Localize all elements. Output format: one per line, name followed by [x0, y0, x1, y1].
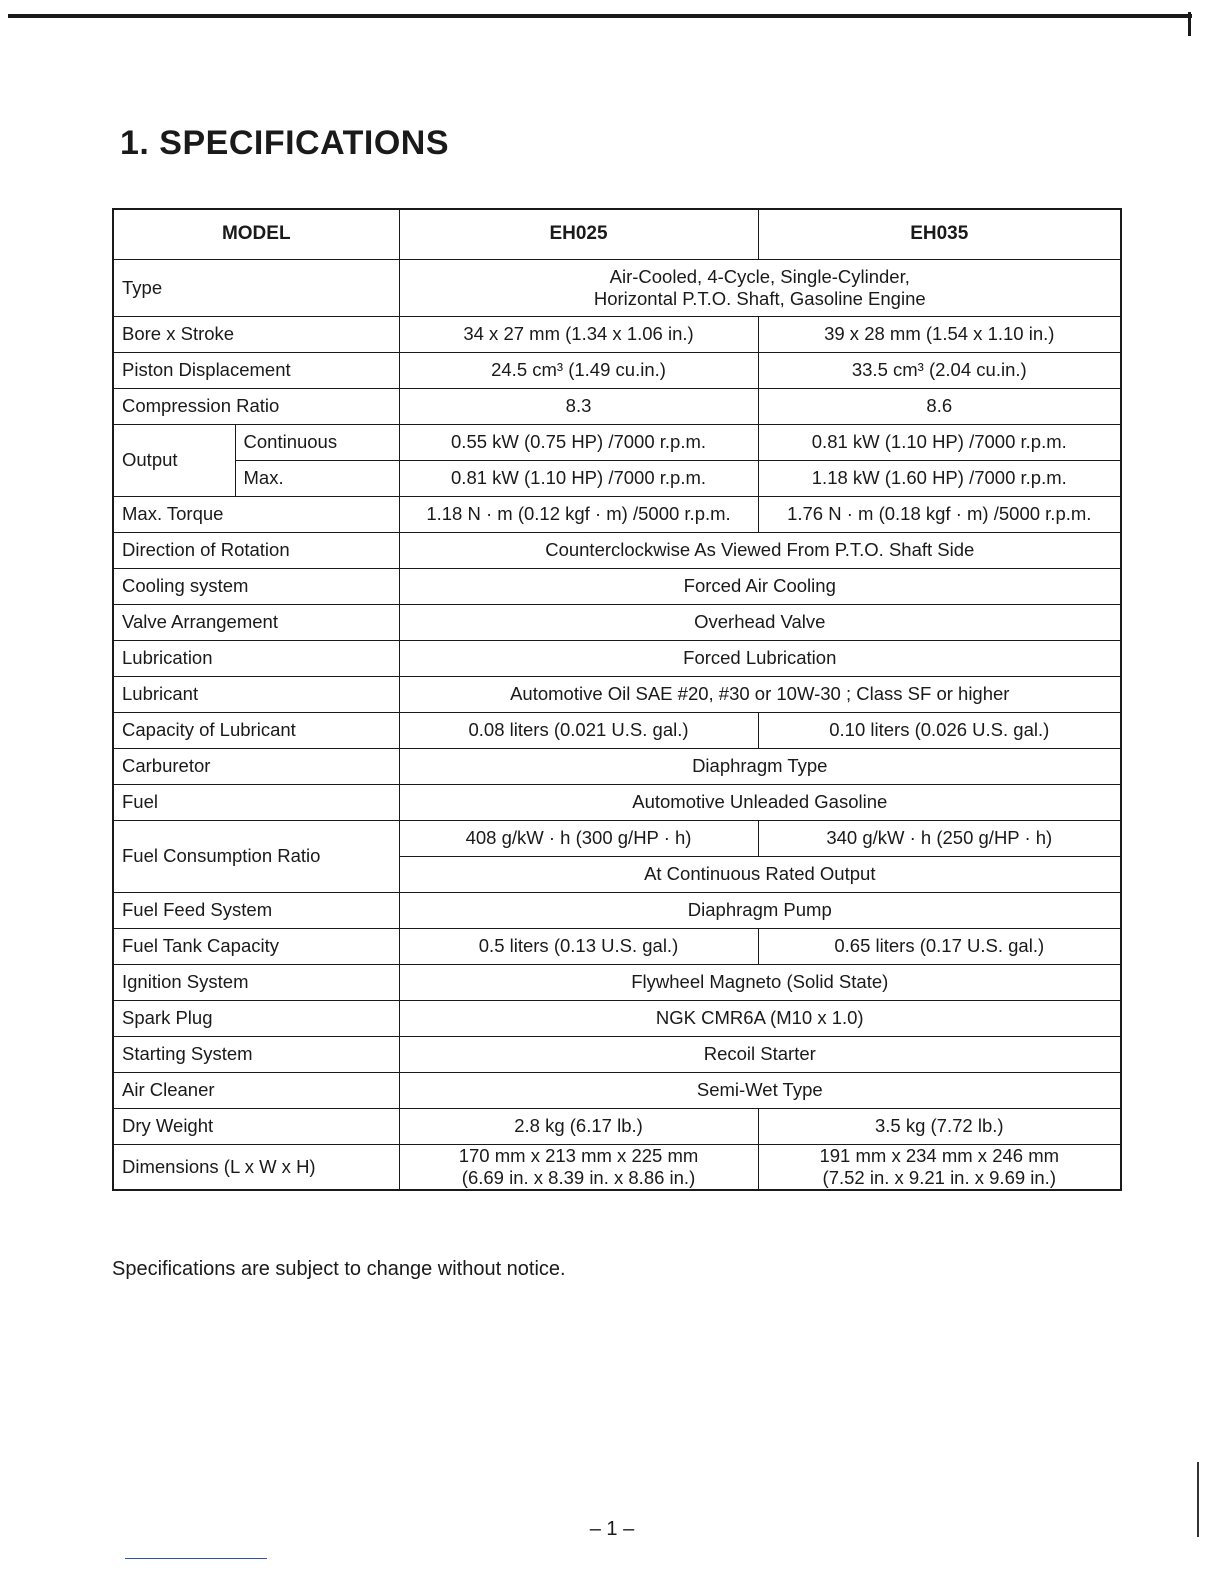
ignition-value: Flywheel Magneto (Solid State) — [399, 965, 1121, 1001]
carburetor-value: Diaphragm Type — [399, 749, 1121, 785]
starting-value: Recoil Starter — [399, 1037, 1121, 1073]
row-label: Max. Torque — [113, 497, 399, 533]
row-label: Dry Weight — [113, 1109, 399, 1145]
output-sub-label: Max. — [235, 461, 399, 497]
row-label: Starting System — [113, 1037, 399, 1073]
row-label: Fuel — [113, 785, 399, 821]
dimensions-eh035-in: (7.52 in. x 9.21 in. x 9.69 in.) — [822, 1167, 1056, 1189]
dimensions-eh035 — [758, 1145, 1121, 1191]
row-label: Bore x Stroke — [113, 317, 399, 353]
table-row-cooling — [113, 569, 1121, 605]
rotation-value: Counterclockwise As Viewed From P.T.O. Shaft Side — [399, 533, 1121, 569]
cooling-value: Forced Air Cooling — [399, 569, 1121, 605]
fuel-consumption-note: At Continuous Rated Output — [399, 857, 1121, 893]
fuel-value: Automotive Unleaded Gasoline — [399, 785, 1121, 821]
type-value — [399, 260, 1121, 317]
output-max-eh035: 1.18 kW (1.60 HP) /7000 r.p.m. — [758, 461, 1121, 497]
row-label: Fuel Consumption Ratio — [113, 821, 399, 893]
output-continuous-eh035: 0.81 kW (1.10 HP) /7000 r.p.m. — [758, 425, 1121, 461]
row-label: Carburetor — [113, 749, 399, 785]
type-line-1: Air-Cooled, 4-Cycle, Single-Cylinder, — [609, 265, 910, 287]
bore-eh035: 39 x 28 mm (1.54 x 1.10 in.) — [758, 317, 1121, 353]
header-model: MODEL — [113, 209, 399, 260]
dry-weight-eh035: 3.5 kg (7.72 lb.) — [758, 1109, 1121, 1145]
row-label: Cooling system — [113, 569, 399, 605]
header-row — [113, 209, 1121, 260]
table-row-output-continuous — [113, 425, 1121, 461]
table-row-fuel-feed — [113, 893, 1121, 929]
torque-eh035: 1.76 N · m (0.18 kgf · m) /5000 r.p.m. — [758, 497, 1121, 533]
capacity-lub-eh025: 0.08 liters (0.021 U.S. gal.) — [399, 713, 758, 749]
row-label: Air Cleaner — [113, 1073, 399, 1109]
scan-edge-mark — [1197, 1462, 1199, 1537]
output-continuous-eh025: 0.55 kW (0.75 HP) /7000 r.p.m. — [399, 425, 758, 461]
table-row-lubricant — [113, 677, 1121, 713]
valve-value: Overhead Valve — [399, 605, 1121, 641]
fuel-feed-value: Diaphragm Pump — [399, 893, 1121, 929]
table-row-fuel-consumption — [113, 821, 1121, 857]
table-row-compression — [113, 389, 1121, 425]
table-row-valve — [113, 605, 1121, 641]
tank-eh035: 0.65 liters (0.17 U.S. gal.) — [758, 929, 1121, 965]
displacement-eh035: 33.5 cm³ (2.04 cu.in.) — [758, 353, 1121, 389]
bore-eh025: 34 x 27 mm (1.34 x 1.06 in.) — [399, 317, 758, 353]
spark-plug-value: NGK CMR6A (M10 x 1.0) — [399, 1001, 1121, 1037]
row-label: Lubricant — [113, 677, 399, 713]
air-cleaner-value: Semi-Wet Type — [399, 1073, 1121, 1109]
disclaimer-note: Specifications are subject to change without notice. — [112, 1258, 566, 1280]
tank-eh025: 0.5 liters (0.13 U.S. gal.) — [399, 929, 758, 965]
table-row-dry-weight — [113, 1109, 1121, 1145]
specifications-table — [112, 208, 1122, 1191]
header-eh035: EH035 — [758, 209, 1121, 260]
table-row-lubrication — [113, 641, 1121, 677]
table-row-spark-plug — [113, 1001, 1121, 1037]
table-row-bore — [113, 317, 1121, 353]
type-line-2: Horizontal P.T.O. Shaft, Gasoline Engine — [593, 288, 926, 309]
table-row-type — [113, 260, 1121, 317]
dimensions-eh035-mm: 191 mm x 234 mm x 246 mm — [819, 1145, 1060, 1166]
torque-eh025: 1.18 N · m (0.12 kgf · m) /5000 r.p.m. — [399, 497, 758, 533]
compression-eh025: 8.3 — [399, 389, 758, 425]
page-number: – 1 – — [589, 1518, 635, 1540]
table-row-capacity-lubricant — [113, 713, 1121, 749]
row-label: Lubrication — [113, 641, 399, 677]
row-label: Piston Displacement — [113, 353, 399, 389]
table-row-starting — [113, 1037, 1121, 1073]
table-row-rotation — [113, 533, 1121, 569]
page-title: 1. SPECIFICATIONS — [120, 124, 450, 162]
lubricant-value: Automotive Oil SAE #20, #30 or 10W-30 ; Class SF or higher — [399, 677, 1121, 713]
header-eh025: EH025 — [399, 209, 758, 260]
table-row-air-cleaner — [113, 1073, 1121, 1109]
row-label: Type — [113, 260, 399, 317]
table-row-fuel — [113, 785, 1121, 821]
row-label: Fuel Feed System — [113, 893, 399, 929]
row-label: Ignition System — [113, 965, 399, 1001]
top-scan-border — [8, 14, 1192, 18]
table-row-displacement — [113, 353, 1121, 389]
table-row-dimensions — [113, 1145, 1121, 1191]
output-sub-label: Continuous — [235, 425, 399, 461]
footer-line — [125, 1558, 267, 1559]
capacity-lub-eh035: 0.10 liters (0.026 U.S. gal.) — [758, 713, 1121, 749]
displacement-eh025: 24.5 cm³ (1.49 cu.in.) — [399, 353, 758, 389]
row-label: Direction of Rotation — [113, 533, 399, 569]
table-row-torque — [113, 497, 1121, 533]
dimensions-eh025 — [399, 1145, 758, 1191]
fuel-consumption-eh035: 340 g/kW · h (250 g/HP · h) — [758, 821, 1121, 857]
dry-weight-eh025: 2.8 kg (6.17 lb.) — [399, 1109, 758, 1145]
row-label: Valve Arrangement — [113, 605, 399, 641]
table-row-ignition — [113, 965, 1121, 1001]
row-label: Compression Ratio — [113, 389, 399, 425]
compression-eh035: 8.6 — [758, 389, 1121, 425]
dimensions-eh025-mm: 170 mm x 213 mm x 225 mm — [458, 1145, 699, 1166]
output-max-eh025: 0.81 kW (1.10 HP) /7000 r.p.m. — [399, 461, 758, 497]
row-label: Dimensions (L x W x H) — [113, 1145, 399, 1191]
row-label: Capacity of Lubricant — [113, 713, 399, 749]
row-label: Output — [113, 425, 235, 497]
lubrication-value: Forced Lubrication — [399, 641, 1121, 677]
row-label: Spark Plug — [113, 1001, 399, 1037]
top-scan-border-end — [1188, 12, 1191, 36]
table-row-carburetor — [113, 749, 1121, 785]
dimensions-eh025-in: (6.69 in. x 8.39 in. x 8.86 in.) — [461, 1167, 696, 1189]
table-row-output-max — [113, 461, 1121, 497]
row-label: Fuel Tank Capacity — [113, 929, 399, 965]
table-row-tank — [113, 929, 1121, 965]
fuel-consumption-eh025: 408 g/kW · h (300 g/HP · h) — [399, 821, 758, 857]
